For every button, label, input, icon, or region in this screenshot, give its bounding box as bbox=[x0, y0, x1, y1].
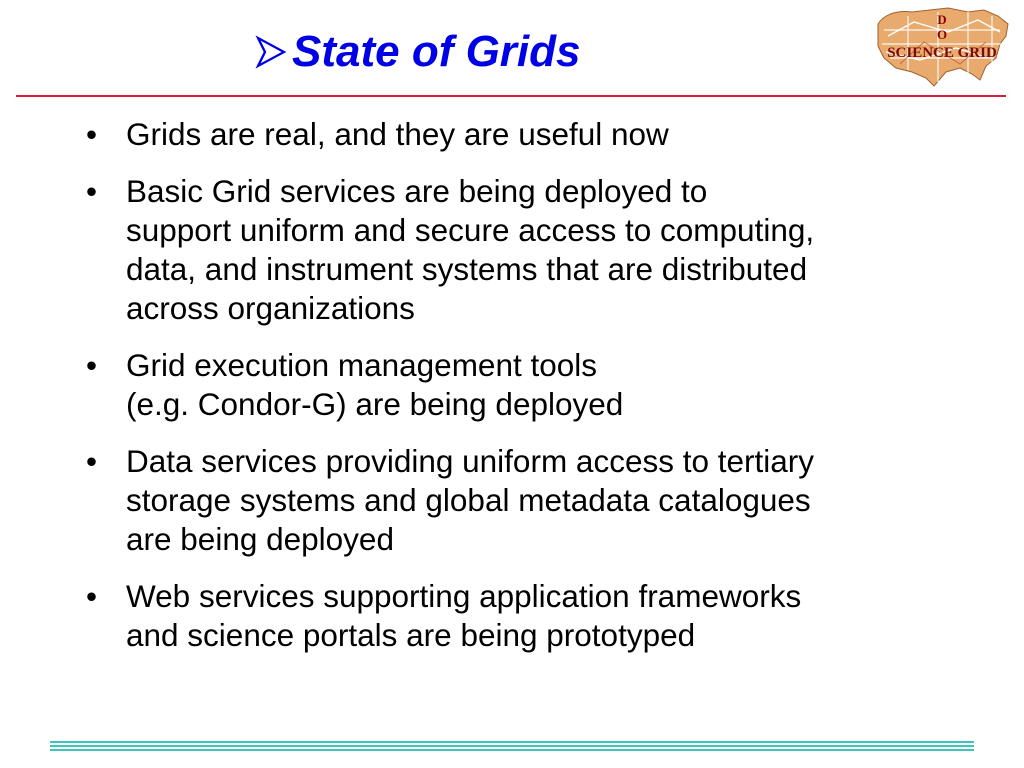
bullet-dot-icon: • bbox=[86, 116, 98, 152]
footer-divider bbox=[50, 741, 974, 751]
bullet-text-line: Grids are real, and they are useful now bbox=[126, 116, 669, 152]
bullet-text-line: Web services supporting application frameworks bbox=[126, 578, 802, 614]
bullet-dot-icon: • bbox=[86, 347, 98, 383]
title-area bbox=[252, 22, 581, 82]
bullet-text-line: are being deployed bbox=[126, 521, 394, 557]
logo-text: SCIENCE GRID bbox=[887, 45, 997, 61]
bullet-item bbox=[86, 577, 1016, 655]
bullet-text-line: storage systems and global metadata catalogues bbox=[126, 482, 811, 518]
bullet-text-line: support uniform and secure access to computing, bbox=[126, 212, 815, 248]
bullet-item bbox=[86, 172, 1016, 328]
arrowhead-bullet-icon bbox=[252, 34, 288, 70]
bullet-text-line: Data services providing uniform access to tertiary bbox=[126, 443, 815, 479]
bullet-dot-icon: • bbox=[86, 578, 98, 614]
page-title: State of Grids bbox=[292, 27, 581, 76]
footer-rule-line bbox=[50, 745, 974, 747]
footer-rule-line bbox=[50, 741, 974, 743]
bullet-list bbox=[86, 115, 1016, 673]
bullet-item bbox=[86, 115, 1016, 154]
bullet-item bbox=[86, 442, 1016, 559]
bullet-text-line: across organizations bbox=[126, 290, 415, 326]
bullet-text-line: Grid execution management tools bbox=[126, 347, 598, 383]
bullet-item bbox=[86, 346, 1016, 424]
bullet-text-line: data, and instrument systems that are distributed bbox=[126, 251, 808, 287]
bullet-dot-icon: • bbox=[86, 443, 98, 479]
logo-letter-d: D bbox=[937, 12, 947, 27]
bullet-dot-icon: • bbox=[86, 173, 98, 209]
title-divider bbox=[16, 95, 1006, 97]
doe-science-grid-logo bbox=[868, 2, 1016, 92]
logo-letter-o: O bbox=[936, 27, 948, 42]
bullet-text-line: Basic Grid services are being deployed to bbox=[126, 173, 708, 209]
bullet-text-line: and science portals are being prototyped bbox=[126, 617, 696, 653]
bullet-text-line: (e.g. Condor-G) are being deployed bbox=[126, 386, 624, 422]
footer-rule-line bbox=[50, 749, 974, 751]
